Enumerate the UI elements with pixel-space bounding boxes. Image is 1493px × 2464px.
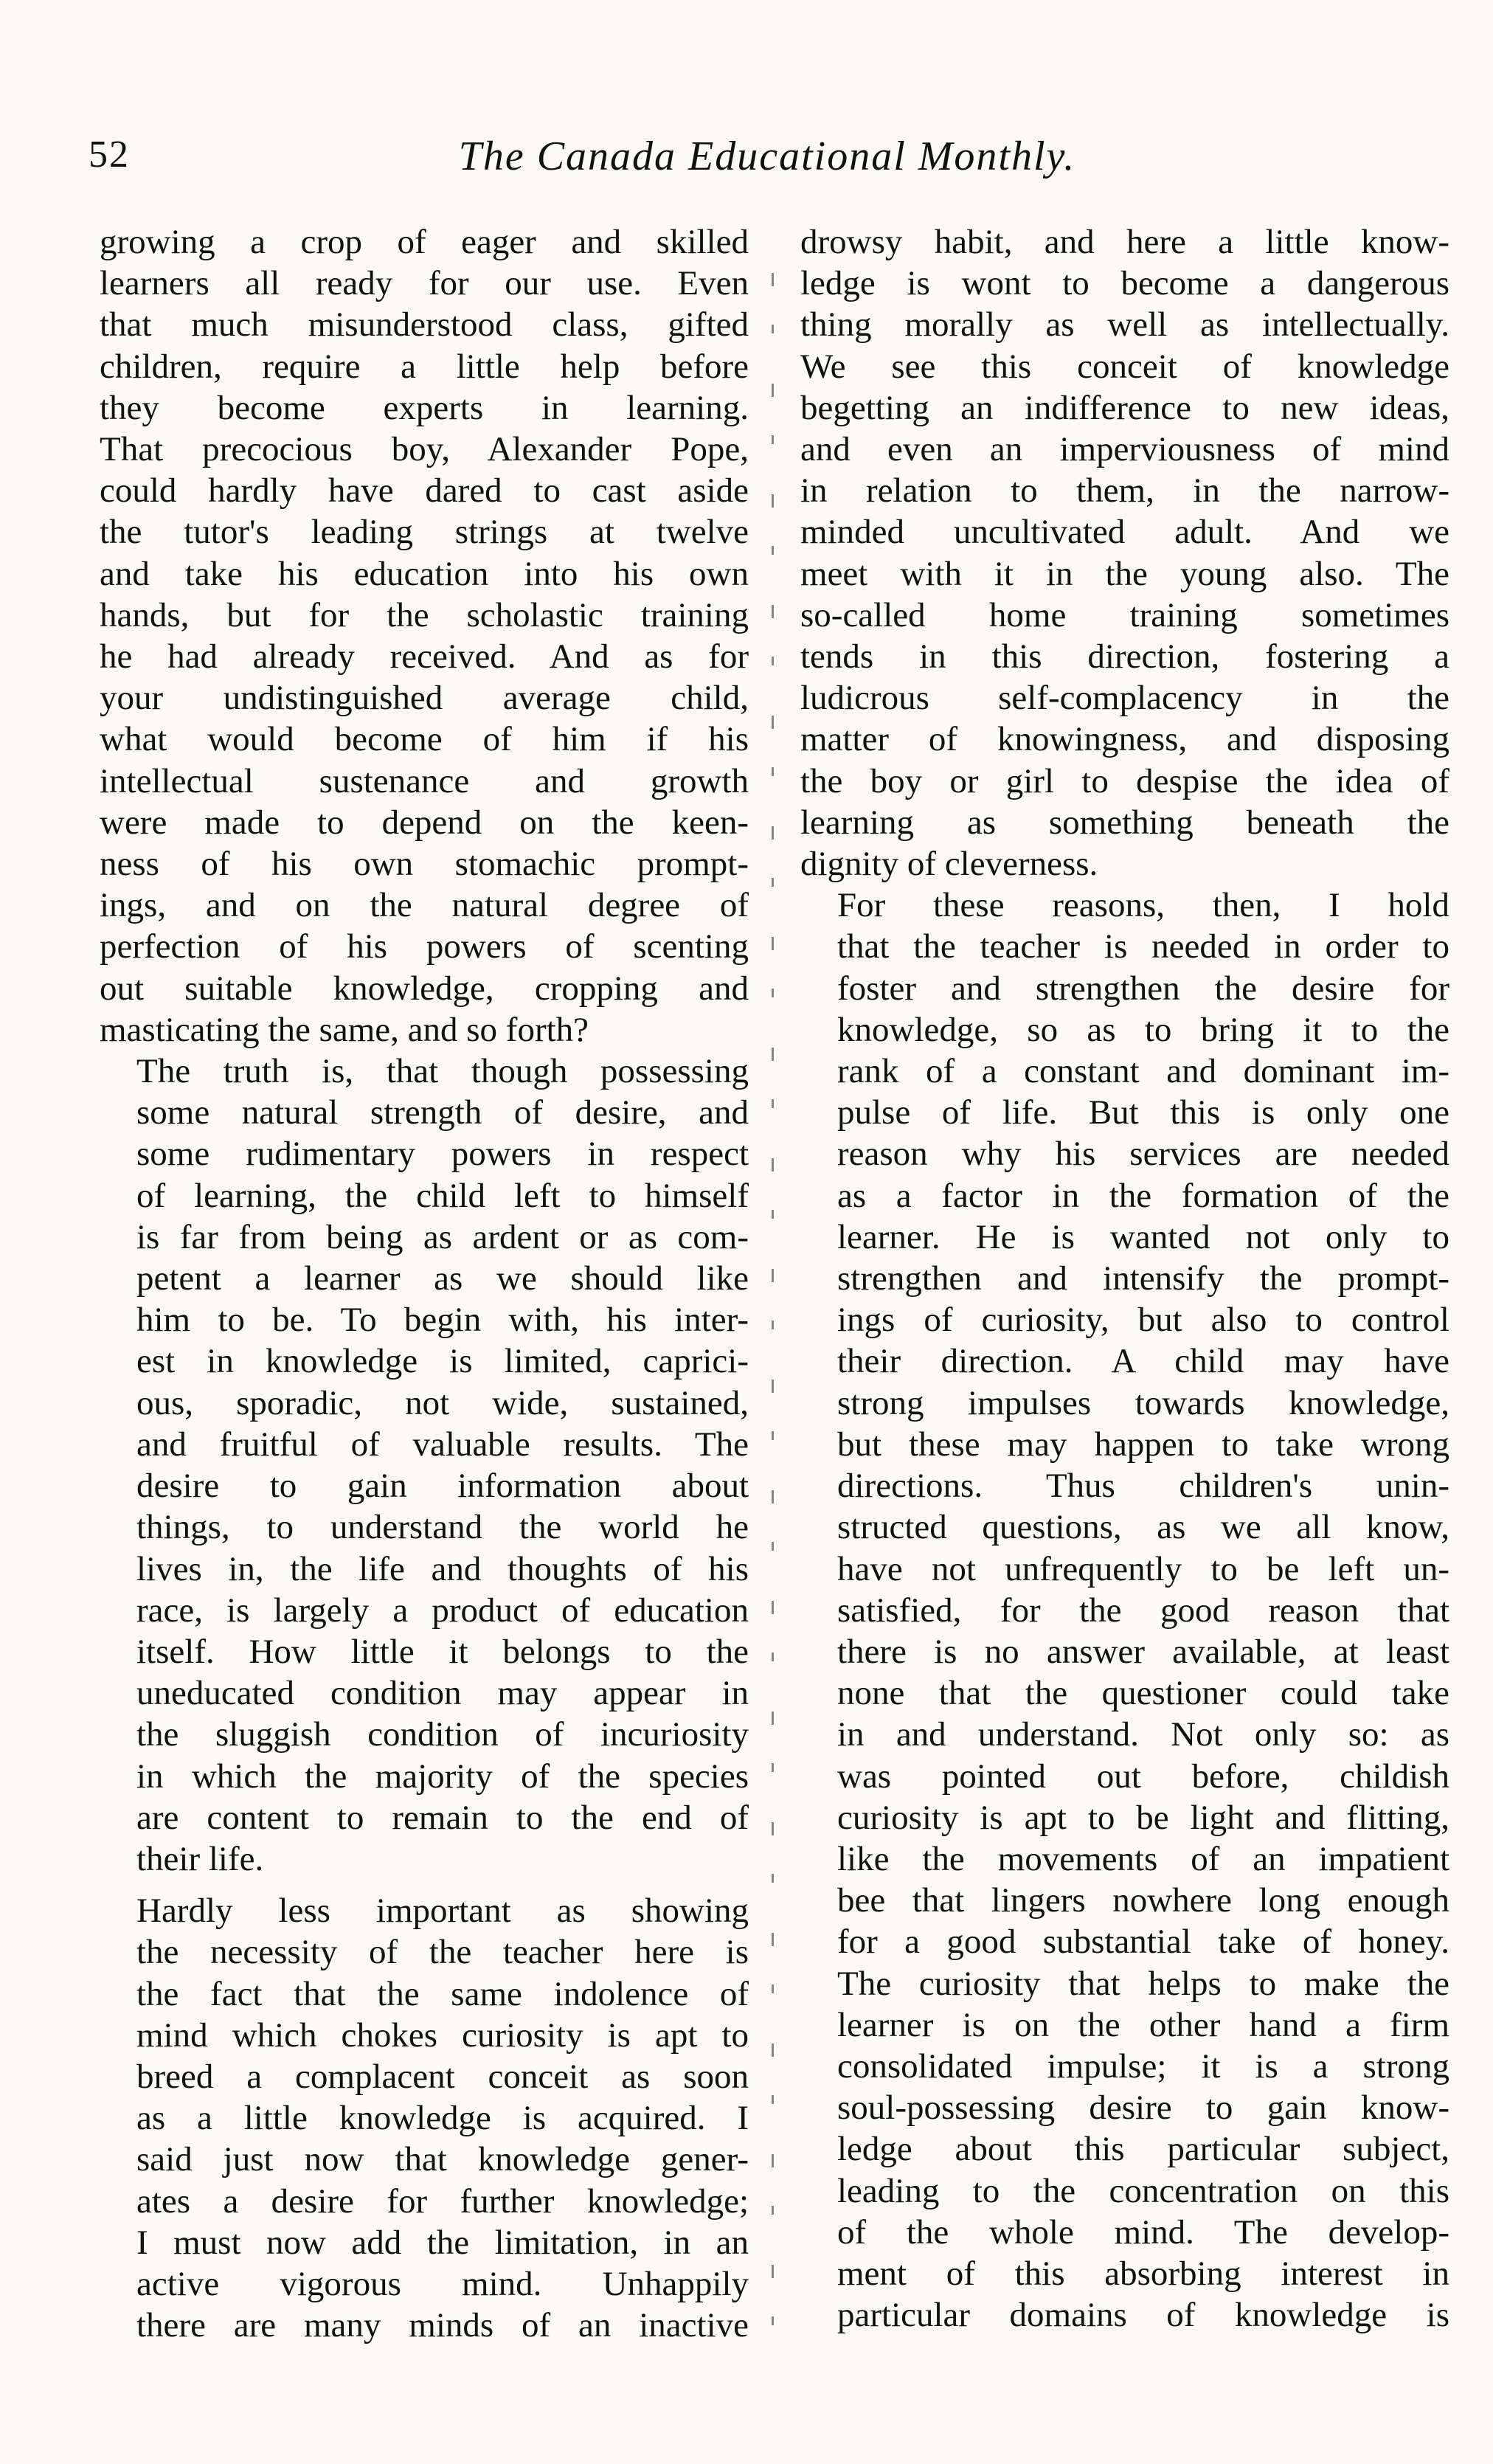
right-column [800, 221, 1449, 2375]
text-line: was pointed out before, childish [837, 1757, 1449, 1796]
text-line: have not unfrequently to be left un- [837, 1549, 1449, 1588]
text-line: there is no answer available, at least [837, 1632, 1449, 1671]
paragraph [100, 1051, 749, 1880]
text-line: growing a crop of eager and skilled [100, 223, 749, 261]
text-line: pulse of life. But this is only one [837, 1093, 1449, 1132]
text-line: ates a desire for further knowledge; [136, 2181, 749, 2221]
text-line: directions. Thus children's unin- [837, 1467, 1449, 1506]
text-line: him to be. To begin with, his inter- [136, 1301, 749, 1340]
text-line: ous, sporadic, not wide, sustained, [136, 1383, 749, 1422]
text-line: the boy or girl to despise the idea of [800, 761, 1449, 800]
text-line: that the teacher is needed in order to [837, 927, 1449, 966]
text-line: there are many minds of an inactive [136, 2306, 749, 2345]
text-line: learning as something beneath the [800, 803, 1449, 842]
text-line: strengthen and intensify the prompt- [837, 1259, 1449, 1298]
text-line: he had already received. And as for [100, 637, 749, 676]
text-line: ings, and on the natural degree of [100, 886, 749, 925]
page-header [89, 133, 1446, 192]
text-line: as a little knowledge is acquired. I [136, 2099, 749, 2138]
text-line: what would become of him if his [100, 720, 749, 759]
text-line: matter of knowingness, and disposing [800, 720, 1449, 759]
text-line: in relation to them, in the narrow- [800, 471, 1449, 511]
text-line: learner is on the other hand a firm [837, 2005, 1449, 2044]
text-line: in and understand. Not only so: as [837, 1715, 1449, 1754]
text-line: the tutor's leading strings at twelve [100, 513, 749, 552]
text-line: said just now that knowledge gener- [136, 2140, 749, 2179]
text-line: some natural strength of desire, and [136, 1093, 749, 1132]
paragraph [100, 1890, 749, 2346]
text-line: ings of curiosity, but also to control [837, 1301, 1449, 1340]
text-line: your undistinguished average child, [100, 679, 749, 718]
text-line: like the movements of an impatient [837, 1839, 1449, 1878]
page-number: 52 [89, 134, 130, 176]
text-line: but these may happen to take wrong [837, 1425, 1449, 1464]
text-line: desire to gain information about [136, 1467, 749, 1506]
text-line: learners all ready for our use. Even [100, 264, 749, 303]
text-line: est in knowledge is limited, caprici- [136, 1342, 749, 1381]
text-line: begetting an indifference to new ideas, [800, 388, 1449, 427]
paragraph-gap [100, 1880, 749, 1890]
text-line: satisfied, for the good reason that [837, 1591, 1449, 1630]
text-line: some rudimentary powers in respect [136, 1135, 749, 1174]
text-line: ledge is wont to become a dangerous [800, 264, 1449, 303]
text-line: they become experts in learning. [100, 388, 749, 427]
text-line: itself. How little it belongs to the [136, 1632, 749, 1671]
text-line: masticating the same, and so forth? [100, 1010, 589, 1049]
column-divider [772, 273, 774, 2368]
text-line: strong impulses towards knowledge, [837, 1383, 1449, 1422]
text-line: race, is largely a product of education [136, 1591, 749, 1630]
text-line: bee that lingers nowhere long enough [837, 1881, 1449, 1920]
text-line: that much misunderstood class, gifted [100, 305, 749, 345]
text-line: perfection of his powers of scenting [100, 927, 749, 966]
text-line: of learning, the child left to himself [136, 1176, 749, 1215]
text-line: thing morally as well as intellectually. [800, 305, 1449, 345]
text-line: The curiosity that helps to make the [837, 1964, 1449, 2003]
text-line: and take his education into his own [100, 554, 749, 593]
text-line: and even an imperviousness of mind [800, 430, 1449, 469]
text-line: ness of his own stomachic prompt- [100, 845, 749, 884]
text-line: rank of a constant and dominant im- [837, 1052, 1449, 1091]
running-head: The Canada Educational Monthly. [458, 134, 1076, 179]
text-line: for a good substantial take of honey. [837, 1923, 1449, 1962]
text-line: leading to the concentration on this [837, 2171, 1449, 2210]
text-line: the necessity of the teacher here is [136, 1933, 749, 1972]
text-line: dignity of cleverness. [800, 845, 1098, 884]
text-line: breed a complacent conceit as soon [136, 2057, 749, 2096]
text-line: ledge about this particular subject, [837, 2130, 1449, 2169]
text-line: meet with it in the young also. The [800, 554, 1449, 593]
text-line: drowsy habit, and here a little know- [800, 223, 1449, 261]
text-line: For these reasons, then, I hold [837, 886, 1449, 925]
text-line: could hardly have dared to cast aside [100, 471, 749, 511]
text-line: petent a learner as we should like [136, 1259, 749, 1298]
text-line: the sluggish condition of incuriosity [136, 1715, 749, 1754]
text-line: tends in this direction, fostering a [800, 637, 1449, 676]
text-line: their life. [136, 1839, 264, 1878]
text-line: curiosity is apt to be light and flitting, [837, 1798, 1449, 1837]
text-line: the fact that the same indolence of [136, 1974, 749, 2013]
text-line: in which the majority of the species [136, 1757, 749, 1796]
text-line: none that the questioner could take [837, 1674, 1449, 1713]
text-line: are content to remain to the end of [136, 1798, 749, 1837]
text-line: children, require a little help before [100, 347, 749, 386]
text-line: reason why his services are needed [837, 1135, 1449, 1174]
text-line: hands, but for the scholastic training [100, 595, 749, 634]
text-line: The truth is, that though possessing [136, 1052, 749, 1091]
paragraph [800, 885, 1449, 2336]
text-line: structed questions, as we all know, [837, 1508, 1449, 1547]
text-line: knowledge, so as to bring it to the [837, 1010, 1449, 1049]
text-line: and fruitful of valuable results. The [136, 1425, 749, 1464]
text-line: is far from being as ardent or as com- [136, 1217, 749, 1256]
text-line: intellectual sustenance and growth [100, 761, 749, 800]
text-line: consolidated impulse; it is a strong [837, 2046, 1449, 2086]
text-line: ludicrous self-complacency in the [800, 679, 1449, 718]
text-line: We see this conceit of knowledge [800, 347, 1449, 386]
text-line: soul-possessing desire to gain know- [837, 2088, 1449, 2128]
text-line: mind which chokes curiosity is apt to [136, 2015, 749, 2055]
text-line: out suitable knowledge, cropping and [100, 969, 749, 1008]
text-line: learner. He is wanted not only to [837, 1217, 1449, 1256]
text-line: active vigorous mind. Unhappily [136, 2264, 749, 2303]
paragraph [800, 221, 1449, 885]
text-line: particular domains of knowledge is [837, 2296, 1449, 2335]
text-line: foster and strengthen the desire for [837, 969, 1449, 1008]
text-line: Hardly less important as showing [136, 1892, 749, 1931]
text-line: were made to depend on the keen- [100, 803, 749, 842]
text-line: minded uncultivated adult. And we [800, 513, 1449, 552]
text-line: of the whole mind. The develop- [837, 2212, 1449, 2252]
text-line: uneducated condition may appear in [136, 1674, 749, 1713]
text-line: as a factor in the formation of the [837, 1176, 1449, 1215]
text-line: That precocious boy, Alexander Pope, [100, 430, 749, 469]
text-line: lives in, the life and thoughts of his [136, 1549, 749, 1588]
left-column [100, 221, 749, 2375]
text-line: so-called home training sometimes [800, 595, 1449, 634]
text-line: their direction. A child may have [837, 1342, 1449, 1381]
text-line: things, to understand the world he [136, 1508, 749, 1547]
text-line: I must now add the limitation, in an [136, 2223, 749, 2262]
text-line: ment of this absorbing interest in [837, 2254, 1449, 2293]
paragraph [100, 221, 749, 1051]
